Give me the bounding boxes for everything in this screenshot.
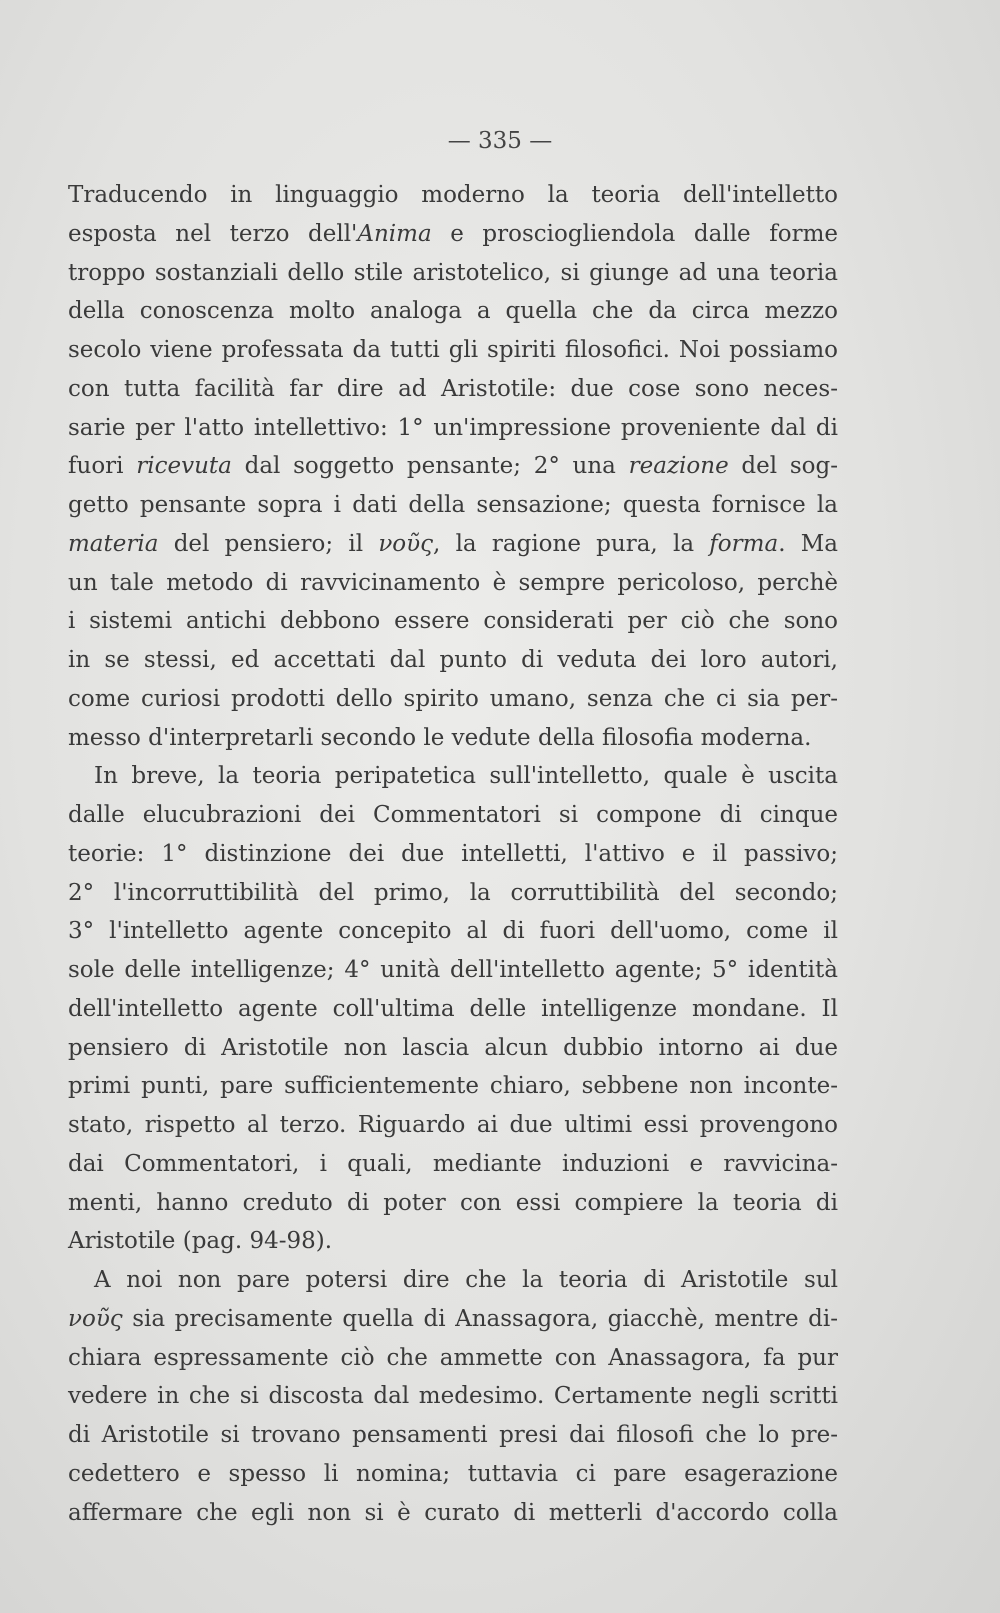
text-line [68,800,838,830]
italic-word: νοῦς [378,530,434,557]
text-line [68,1071,838,1101]
italic-word: νοῦς [68,1305,123,1332]
text-segment: chiara espressamente ciò che ammette con Anassagora, fa pur [68,1344,838,1371]
text-segment: pensiero di Aristotile non lascia alcun dubbio intorno ai due [68,1034,838,1061]
text-segment: dalle elucubrazioni dei Commentatori si compone di cinque [68,802,838,828]
text-segment: dal soggetto pensante; 2° una [231,453,629,480]
text-segment: 3° l'intelletto agente concepito al di fuori dell'uomo, come il [68,918,838,945]
text-segment: stato, rispetto al terzo. Riguardo ai due ultimi essi provengono [68,1112,838,1138]
text-segment: cedettero e spesso li nomina; tuttavia ci pare esagerazione [68,1460,838,1487]
italic-word: forma [709,530,779,557]
text-line [68,568,838,598]
text-segment: e prosciogliendola dalle forme [431,220,839,247]
text-segment: Aristotile (pag. 94-98). [68,1228,333,1255]
text-segment: i sistemi antichi debbono essere considerati per ciò che sono [68,608,838,635]
text-segment: affermare che egli non si è curato di metterli d'accordo colla [68,1499,838,1526]
text-line [68,955,838,985]
text-line [68,1265,838,1295]
text-line [68,1381,838,1411]
text-line [68,219,838,249]
text-line [68,1188,838,1218]
italic-word: materia [68,530,159,557]
text-segment: 2° l'incorruttibilità del primo, la corruttibilità del secondo; [68,879,838,906]
text-segment: come curiosi prodotti dello spirito umano, senza che ci sia per- [68,685,838,712]
text-line [68,1498,838,1528]
text-segment: di Aristotile si trovano pensamenti presi dai filosofi che lo pre- [68,1422,838,1448]
text-line [68,1226,838,1256]
text-segment: In breve, la teoria peripatetica sull'intelletto, quale è uscita [94,763,838,790]
text-segment: secolo viene professata da tutti gli spiriti filosofici. Noi possiamo [68,337,838,363]
text-line [68,994,838,1024]
text-segment: un tale metodo di ravvicinamento è sempre pericoloso, perchè [68,569,838,596]
text-segment: con tutta facilità far dire ad Aristotile: due cose sono neces- [68,375,838,402]
text-segment: teorie: 1° distinzione dei due intelletti, l'attivo e il passivo; [68,840,838,867]
text-segment: in se stessi, ed accettati dal punto di veduta dei loro autori, [68,647,838,673]
text-line [68,1343,838,1373]
text-segment: sole delle intelligenze; 4° unità dell'intelletto agente; 5° identità [68,957,838,983]
text-line [68,1033,838,1063]
text-segment: dai Commentatori, i quali, mediante induzioni e ravvicina- [68,1150,838,1177]
text-segment: getto pensante sopra i dati della sensazione; questa fornisce la [68,492,838,518]
text-segment: sarie per l'atto intellettivo: 1° un'impressione proveniente dal di [68,414,838,441]
text-segment: della conoscenza molto analoga a quella che da circa mezzo [68,298,838,325]
text-segment: del pensiero; il [158,530,379,557]
text-segment: . Ma [778,530,839,557]
text-line [68,606,838,636]
text-line [68,374,838,404]
text-line [68,1459,838,1489]
text-line [68,490,838,520]
italic-word: reazione [628,453,729,480]
text-segment: vedere in che si discosta dal medesimo. Certamente negli scritti [68,1383,838,1410]
text-line [68,180,838,210]
text-line [68,761,838,791]
text-line [68,1304,838,1334]
text-segment: primi punti, pare sufficientemente chiaro, sebbene non inconte- [68,1073,838,1100]
text-line [68,839,838,869]
text-segment: fuori [68,453,137,480]
italic-word: ricevuta [136,453,232,480]
text-segment: A noi non pare potersi dire che la teoria di Aristotile sul [94,1267,838,1293]
text-line [68,258,838,288]
text-line [68,1149,838,1179]
text-line [68,529,838,559]
text-segment: Traducendo in linguaggio moderno la teoria dell'intelletto [68,182,838,208]
text-line [68,451,838,481]
page-number: — 335 — [447,128,553,154]
text-line [68,723,838,753]
text-line [68,1420,838,1450]
text-line [68,645,838,675]
text-line [68,296,838,326]
text-line [68,1110,838,1140]
text-segment: menti, hanno creduto di poter con essi compiere la teoria di [68,1189,838,1216]
text-segment: dell'intelletto agente coll'ultima delle intelligenze mondane. Il [68,995,838,1022]
text-segment: esposta nel terzo dell' [68,220,358,247]
text-line [68,335,838,365]
italic-word: Anima [357,220,432,247]
text-segment: del sog- [728,453,838,480]
text-segment: sia precisamente quella di Anassagora, giacchè, mentre di- [122,1305,838,1332]
text-line [68,916,838,946]
text-segment: troppo sostanziali dello stile aristotelico, si giunge ad una teoria [68,259,838,286]
text-line [68,878,838,908]
text-line [68,684,838,714]
text-segment: messo d'interpretarli secondo le vedute della filosofia moderna. [68,724,812,751]
text-segment: , la ragione pura, la [433,530,710,557]
text-line [68,413,838,443]
